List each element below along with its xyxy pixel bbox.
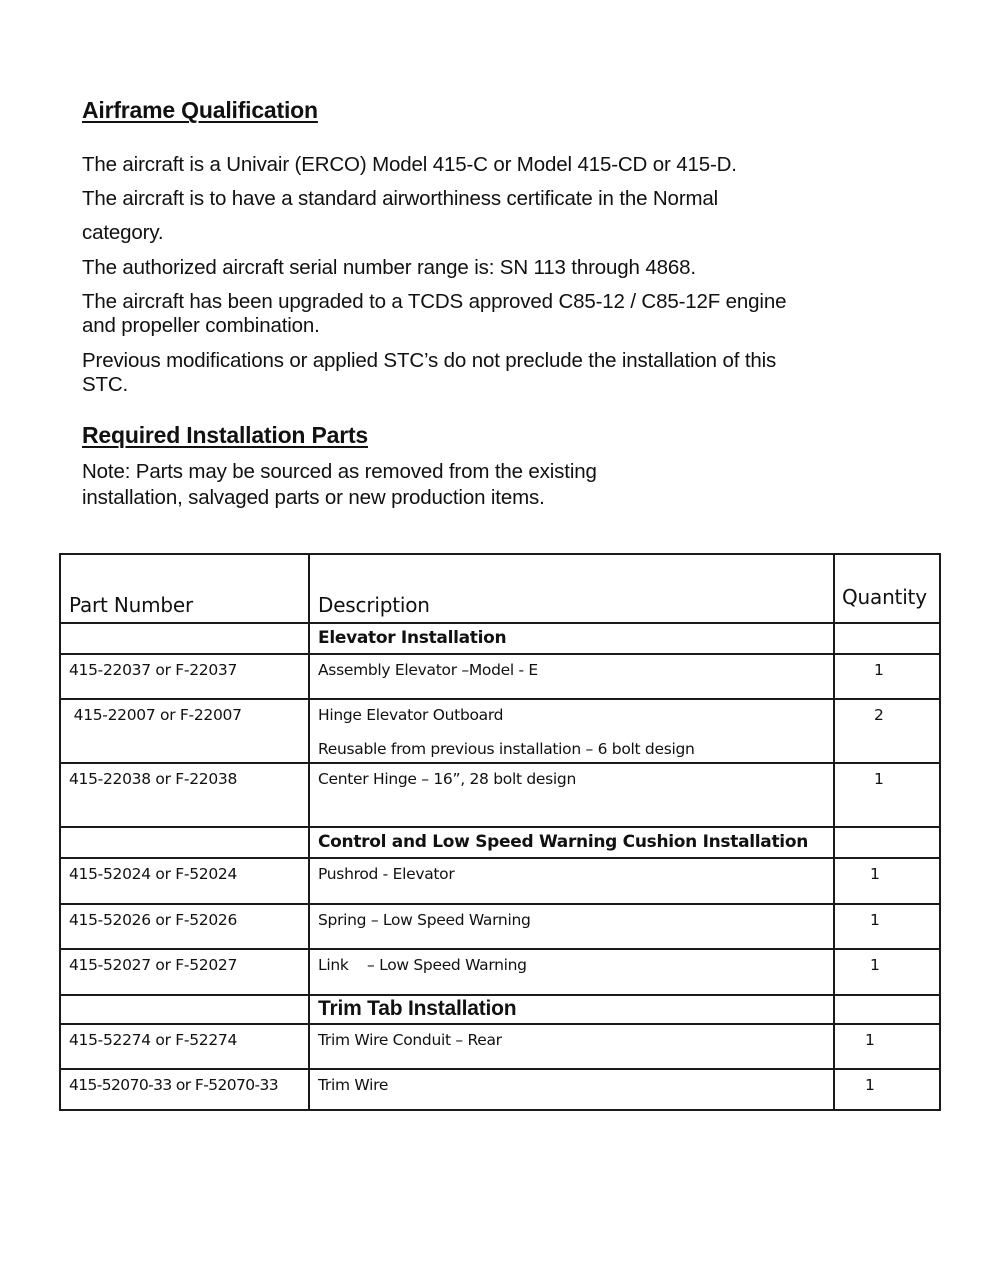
part-number: 415-22037 or F-22037 [69, 661, 238, 679]
part-quantity: 1 [874, 770, 884, 788]
airframe-line-2: The aircraft is to have a standard airworthiness certificate in the Normal [82, 187, 719, 210]
section-title-trim-tab: Trim Tab Installation [318, 997, 517, 1020]
row-divider [61, 698, 939, 700]
row-divider [61, 857, 939, 859]
airframe-qualification-heading: Airframe Qualification [82, 97, 318, 123]
section-title-control: Control and Low Speed Warning Cushion Installation [318, 832, 809, 852]
airframe-line-7: Previous modifications or applied STC’s do not preclude the installation of this [82, 349, 777, 372]
part-quantity: 1 [865, 1076, 875, 1094]
part-number: 415-22038 or F-22038 [69, 770, 238, 788]
part-description: Spring – Low Speed Warning [318, 911, 531, 929]
column-divider [308, 555, 310, 1109]
header-description: Description [318, 593, 430, 617]
row-divider [61, 948, 939, 950]
airframe-line-4: The authorized aircraft serial number range is: SN 113 through 4868. [82, 256, 696, 279]
part-description: Center Hinge – 16”, 28 bolt design [318, 770, 576, 788]
airframe-line-8: STC. [82, 373, 129, 396]
part-number: 415-52274 or F-52274 [69, 1031, 238, 1049]
part-description: Link – Low Speed Warning [318, 956, 527, 974]
part-quantity: 1 [870, 911, 880, 929]
column-divider [833, 555, 835, 1109]
part-description: Trim Wire Conduit – Rear [318, 1031, 502, 1049]
part-quantity: 2 [874, 706, 884, 724]
row-divider [61, 653, 939, 655]
part-quantity: 1 [865, 1031, 875, 1049]
parts-table [59, 553, 941, 1111]
header-quantity: Quantity [842, 585, 927, 609]
header-part-number: Part Number [69, 593, 193, 617]
row-divider [61, 994, 939, 996]
row-divider [61, 826, 939, 828]
parts-note-line-1: Note: Parts may be sourced as removed from the existing [82, 460, 597, 483]
part-number: 415-22007 or F-22007 [69, 706, 242, 724]
part-number: 415-52026 or F-52026 [69, 911, 238, 929]
row-divider [61, 1023, 939, 1025]
part-number: 415-52027 or F-52027 [69, 956, 238, 974]
airframe-line-5: The aircraft has been upgraded to a TCDS approved C85-12 / C85-12F engine [82, 290, 787, 313]
required-parts-heading: Required Installation Parts [82, 422, 368, 448]
part-quantity: 1 [870, 865, 880, 883]
row-divider [61, 1068, 939, 1070]
part-description: Assembly Elevator –Model - E [318, 661, 538, 679]
part-description-note: Reusable from previous installation – 6 bolt design [318, 740, 695, 758]
row-divider [61, 622, 939, 624]
part-description: Pushrod - Elevator [318, 865, 455, 883]
part-description: Trim Wire [318, 1076, 389, 1094]
part-description: Hinge Elevator Outboard [318, 706, 504, 724]
row-divider [61, 762, 939, 764]
part-quantity: 1 [870, 956, 880, 974]
part-quantity: 1 [874, 661, 884, 679]
row-divider [61, 903, 939, 905]
section-title-elevator: Elevator Installation [318, 628, 507, 648]
airframe-line-3: category. [82, 221, 164, 244]
part-number: 415-52024 or F-52024 [69, 865, 238, 883]
part-number: 415-52070-33 or F-52070-33 [69, 1076, 279, 1094]
parts-note-line-2: installation, salvaged parts or new production items. [82, 486, 545, 509]
airframe-line-1: The aircraft is a Univair (ERCO) Model 415-C or Model 415-CD or 415-D. [82, 153, 737, 176]
airframe-line-6: and propeller combination. [82, 314, 320, 337]
